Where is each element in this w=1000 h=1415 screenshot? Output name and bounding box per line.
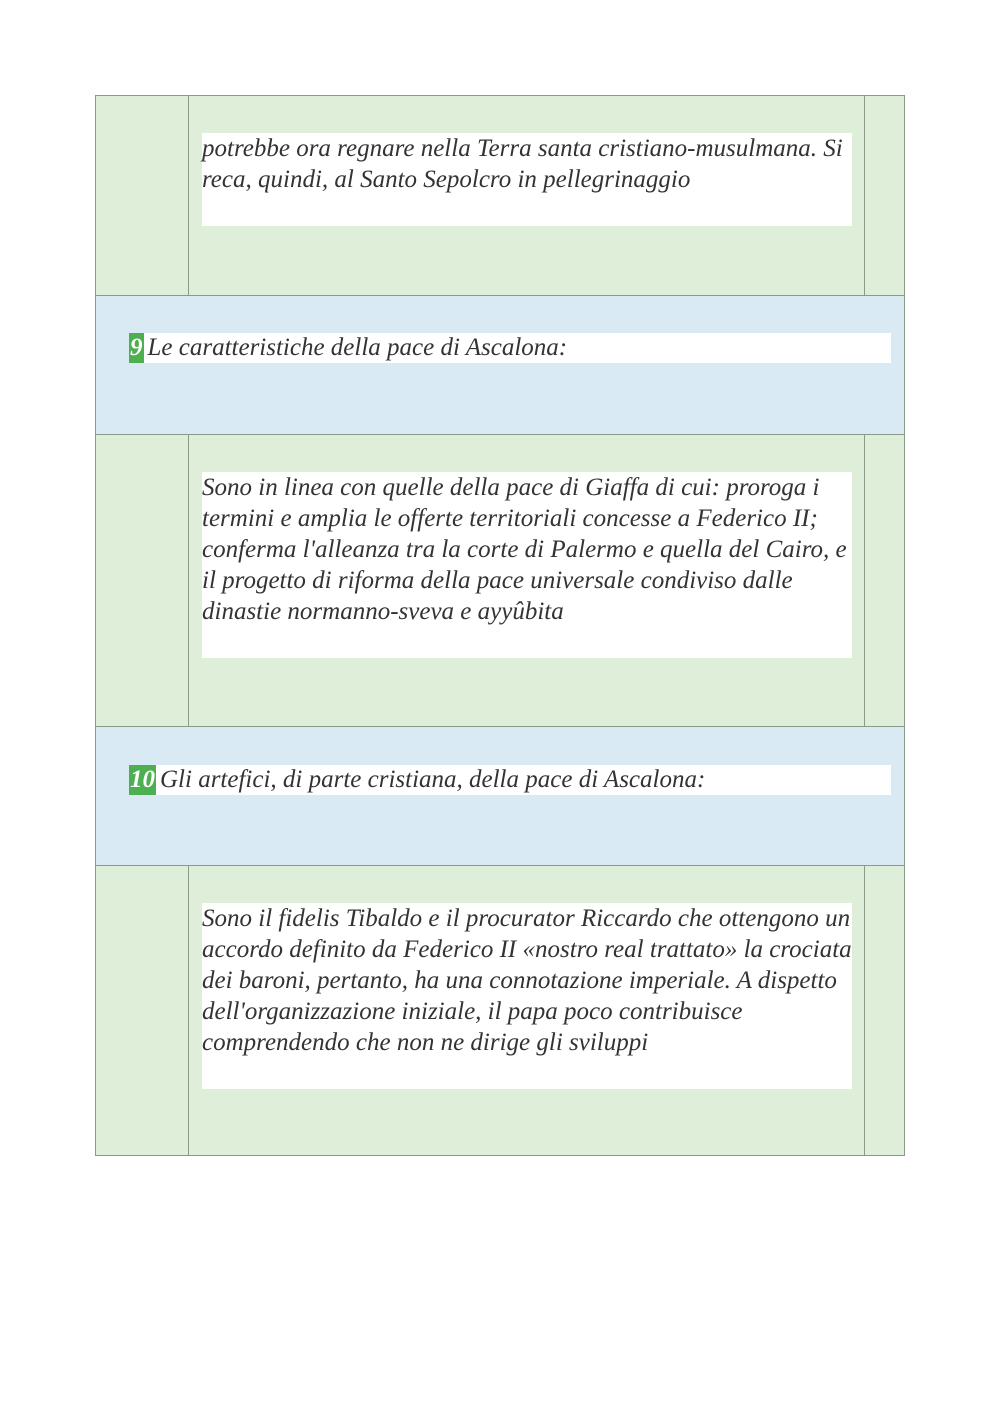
answer-right-cell	[864, 435, 904, 726]
answer-row	[96, 434, 904, 726]
question-text: Le caratteristiche della pace di Ascalona:	[147, 334, 568, 361]
answer-text: potrebbe ora regnare nella Terra santa cristiano-musulmana. Si reca, quindi, al Santo Sepolcro in pellegrinaggio	[202, 133, 852, 226]
answer-row	[96, 96, 904, 295]
answer-text: Sono il fidelis Tibaldo e il procurator Riccardo che ottengono un accordo definito da Federico II «nostro real trattato» la crociata dei baroni, pertanto, ha una connotazione imperiale. A dispetto dell'organizzazione iniziale, il papa poco contribuisce comprendendo che non ne dirige gli sviluppi	[202, 903, 852, 1089]
question-number-badge: 9	[130, 334, 143, 361]
answer-row	[96, 865, 904, 1155]
question-number-badge: 10	[130, 766, 155, 793]
question-line	[129, 333, 891, 363]
answer-right-cell	[864, 866, 904, 1155]
question-row	[96, 295, 904, 434]
answer-left-cell	[96, 435, 189, 726]
answer-right-cell	[864, 96, 904, 295]
answer-left-cell	[96, 96, 189, 295]
answer-left-cell	[96, 866, 189, 1155]
answer-text: Sono in linea con quelle della pace di Giaffa di cui: proroga i termini e amplia le offerte territoriali concesse a Federico II; conferma l'alleanza tra la corte di Palermo e quella del Cairo, e il progetto di riforma della pace universale condiviso dalle dinastie normanno-sveva e ayyûbita	[202, 472, 852, 658]
question-text: Gli artefici, di parte cristiana, della pace di Ascalona:	[160, 766, 706, 793]
question-row	[96, 726, 904, 865]
question-line	[129, 765, 891, 795]
qa-table	[95, 95, 905, 1156]
